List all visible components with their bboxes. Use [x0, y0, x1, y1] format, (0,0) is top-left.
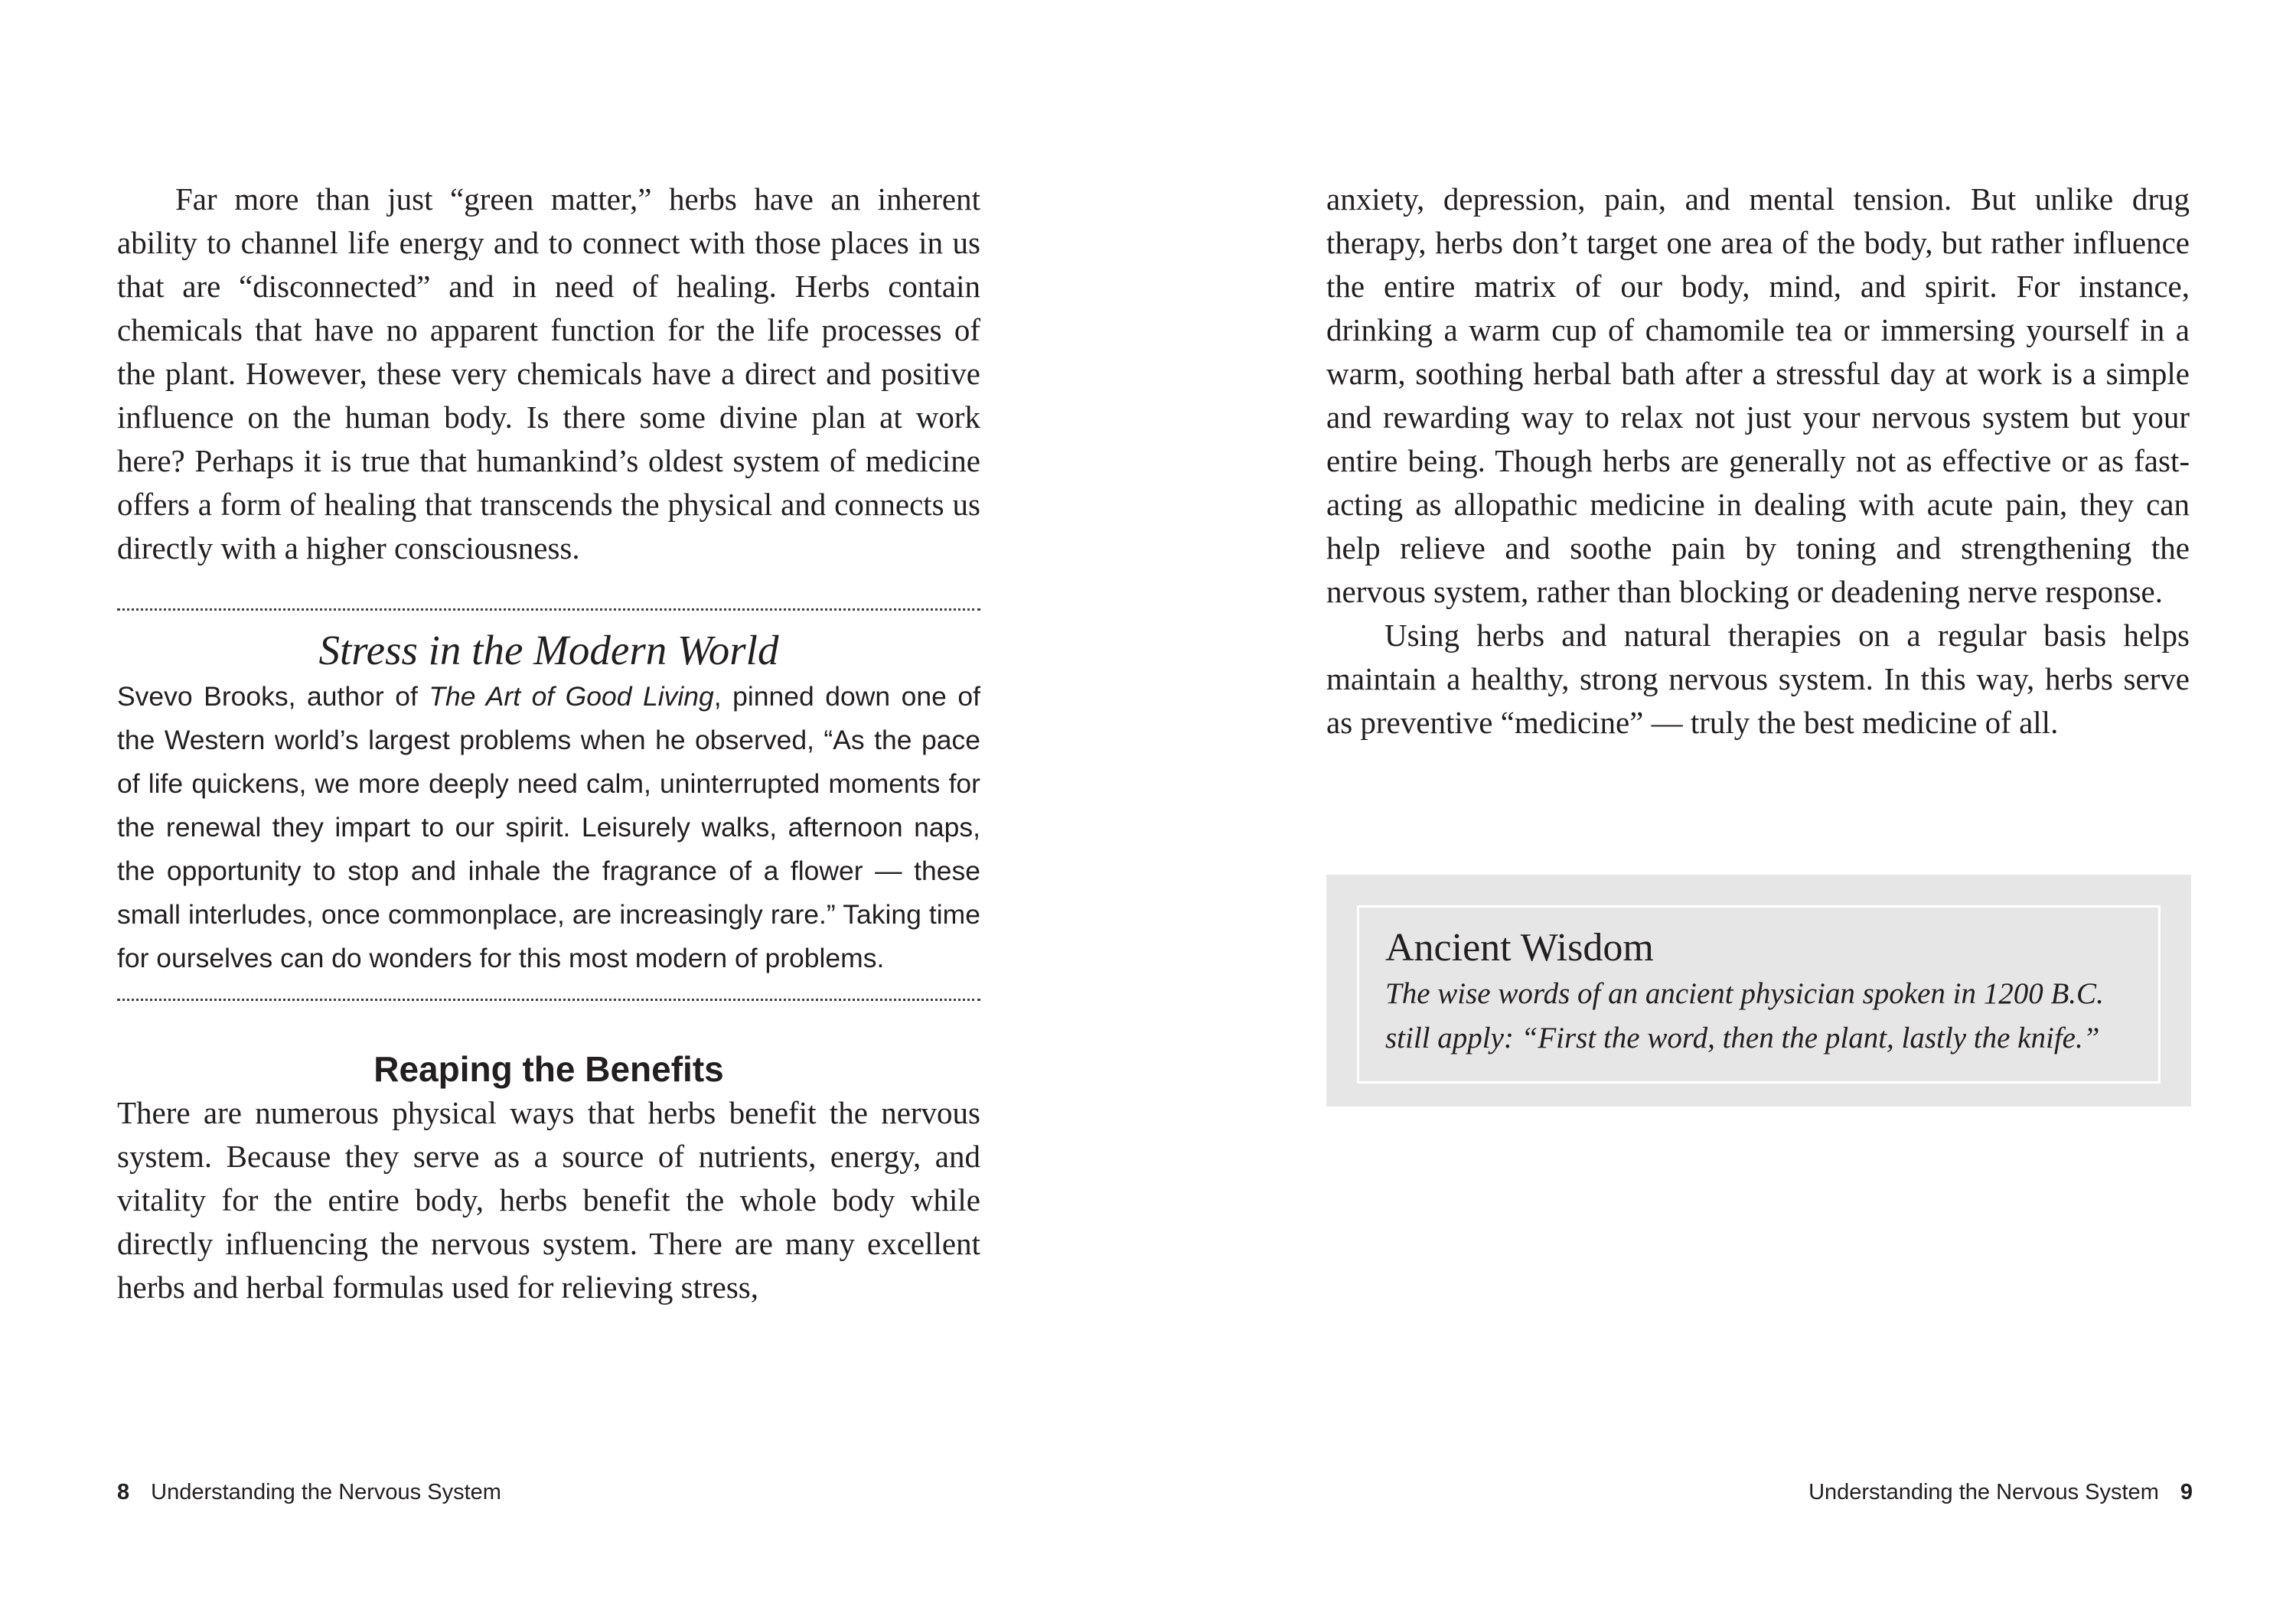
ancient-wisdom-callout	[1326, 875, 2191, 1107]
left-page-number: 8	[117, 1480, 130, 1504]
right-running-title: Understanding the Nervous System	[1808, 1480, 2159, 1504]
right-column	[1326, 178, 2190, 745]
section-heading: Reaping the Benefits	[373, 1049, 724, 1089]
intro-paragraph: Far more than just “green matter,” herbs have an inherent ability to channel life energy and to connect with those places in us that are “disconnected” and in need of healing. Herbs contain chemicals that have no apparent function for the life processes of the plant. However, these very chemicals have a direct and positive influence on the human body. Is there some divine plan at work here? Perhaps it is true that humankind’s oldest system of medicine offers a form of healing that transcends the physical and connects us directly with a higher consciousness.	[117, 181, 980, 566]
left-running-title: Understanding the Nervous System	[151, 1480, 501, 1504]
callout-title: Ancient Wisdom	[1385, 926, 1654, 970]
right-page	[1148, 0, 2296, 1607]
callout-text: The wise words of an ancient physician spoken in 1200 B.C. still apply: “First the word, then the plant, lastly the knife.”	[1385, 977, 2104, 1054]
sidebar-text-end: , pinned down one of the Western world’s largest problems when he observed, “As the pace of life quickens, we more deeply need calm, uninterrupted moments for the renewal they impart to our spirit. Leisurely walks, afternoon naps, the opportunity to stop and inhale the fragrance of a flower — these small interludes, once commonplace, are increasingly rare.” Taking time for ourselves can do wonders for this most modern of problems.	[117, 681, 981, 973]
sidebar-text-start: Svevo Brooks, author of	[117, 681, 429, 712]
section-paragraph: There are numerous physical ways that herbs benefit the nervous system. Because they serve as a source of nutrients, energy, and vitality for the entire body, herbs benefit the whole body while directly influencing the nervous system. There are many excellent herbs and herbal formulas used for relieving stress,	[117, 1095, 980, 1305]
sidebar-text	[117, 675, 980, 980]
continued-paragraph: anxiety, depression, pain, and mental tension. But unlike drug therapy, herbs don’t target one area of the body, but rather influence the entire matrix of our body, mind, and spirit. For instance, drinking a warm cup of chamomile tea or immersing yourself in a warm, soothing herbal bath after a stressful day at work is a simple and rewarding way to relax not just your nervous system but your entire being. Though herbs are generally not as effective or as fast-acting as allopathic medicine in dealing with acute pain, they can help relieve and soothe pain by toning and strengthening the nervous system, rather than blocking or deadening nerve response.	[1326, 181, 2190, 609]
left-column	[117, 178, 980, 1309]
second-paragraph: Using herbs and natural therapies on a regular basis helps maintain a healthy, strong nervous system. In this way, herbs serve as preventive “medicine” — truly the best medicine of all.	[1326, 618, 2190, 740]
left-footer	[117, 1477, 501, 1508]
callout-inner-frame	[1357, 905, 2161, 1084]
sidebar-book-title: The Art of Good Living	[429, 681, 714, 712]
right-page-number: 9	[2180, 1480, 2193, 1504]
sidebar-title: Stress in the Modern World	[318, 627, 779, 673]
right-footer	[1808, 1477, 2193, 1508]
